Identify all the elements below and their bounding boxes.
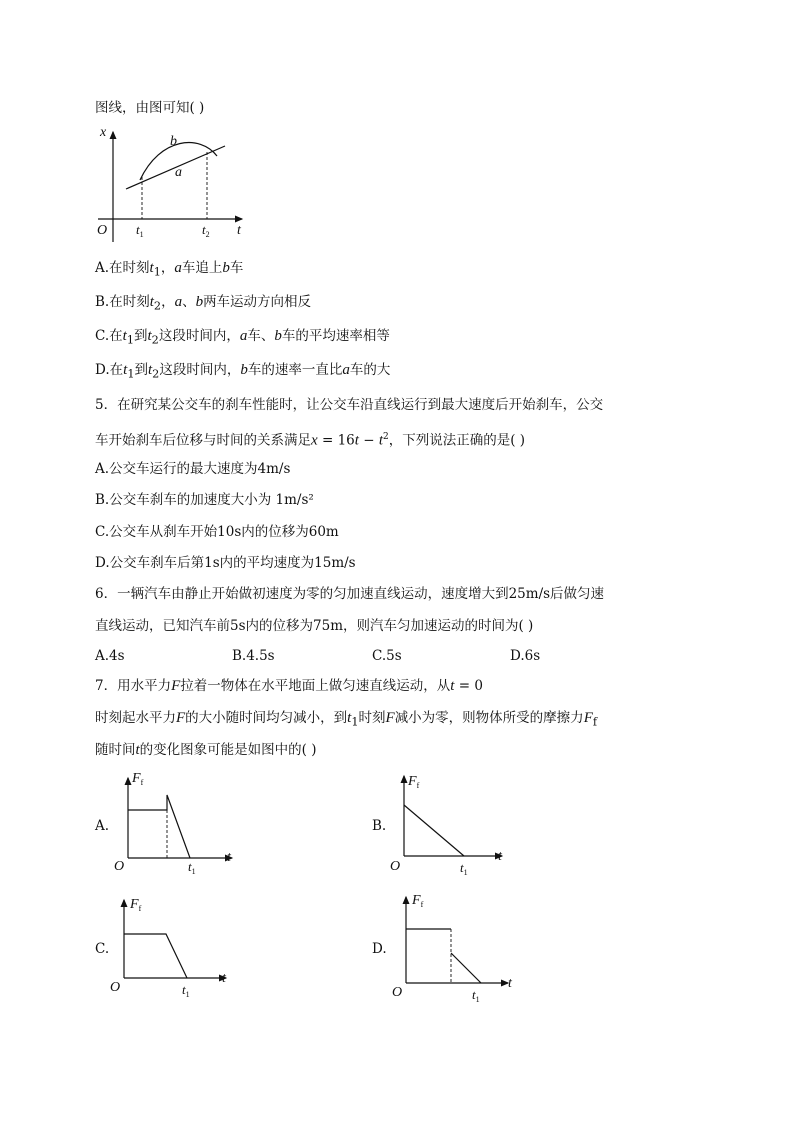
- q4-option-c: C.在$t_1$到$t_2$这段时间内，a车、b车的平均速率相等: [95, 328, 390, 347]
- q7-graph-d-label: D.: [372, 941, 387, 957]
- q7-a-y-label: F: [132, 771, 141, 786]
- q4-tick2-sub: 2: [205, 230, 210, 239]
- q5-option-a: A.公交车运行的最大速度为4m/s: [95, 461, 291, 477]
- svg-text:t1: [472, 987, 480, 1004]
- q7-line1: 7．用水平力F拉着一物体在水平地面上做匀速直线运动，从t = 0: [95, 678, 483, 694]
- svg-text:t1: [182, 982, 190, 999]
- q5-option-c: C.公交车从刹车开始10s内的位移为60m: [95, 524, 339, 540]
- svg-text:t1: [460, 860, 468, 877]
- q5-option-d: D.公交车刹车后第1s内的平均速度为15m/s: [95, 555, 356, 571]
- q4-graph: [90, 122, 260, 247]
- q7-d-tick-sub: 1: [475, 995, 480, 1004]
- q4-label-b: b: [170, 134, 177, 149]
- q4-tick1: t: [136, 222, 140, 237]
- q7-a-tick: t: [188, 859, 192, 874]
- q4-tick2: t: [202, 222, 206, 237]
- q7-c-x-label: t: [222, 971, 226, 986]
- q7-d-origin: O: [392, 985, 403, 1000]
- q4-x-label: t: [237, 223, 241, 238]
- q7-a-x-label: t: [227, 850, 231, 865]
- q7-graph-a: [110, 768, 250, 880]
- q7-d-curve-tail: [451, 953, 481, 983]
- q4-tick1-sub: 1: [139, 230, 144, 239]
- q7-line2: 时刻起水平力F的大小随时间均匀减小，到$t_1$时刻F减小为零，则物体所受的摩擦力$F_f$: [95, 710, 598, 729]
- q6-line2: 直线运动，已知汽车前5s内的位移为75m，则汽车匀加速运动的时间为( ): [95, 618, 534, 634]
- q6-option-a: A.4s: [95, 648, 125, 664]
- q7-b-origin: O: [390, 859, 401, 874]
- q4-label-a: a: [175, 165, 182, 180]
- svg-text:Ff: [131, 771, 144, 787]
- q6-option-d: D.6s: [510, 648, 541, 664]
- q7-b-tick: t: [460, 860, 464, 875]
- q7-a-curve: [128, 795, 190, 858]
- q7-c-origin: O: [110, 980, 121, 995]
- q7-a-origin: O: [114, 859, 125, 874]
- q5-line1: 5．在研究某公交车的刹车性能时，让公交车沿直线运行到最大速度后开始刹车，公交: [95, 397, 604, 413]
- svg-text:Ff: [129, 897, 142, 913]
- q7-graph-a-label: A.: [95, 818, 110, 834]
- svg-text:t1: [136, 222, 144, 239]
- q7-b-y-sub: f: [416, 781, 420, 790]
- q7-line3: 随时间t的变化图象可能是如图中的( ): [95, 742, 317, 758]
- q6-line1: 6．一辆汽车由静止开始做初速度为零的匀加速直线运动，速度增大到25m/s后做匀速: [95, 586, 605, 602]
- svg-text:Ff: [407, 774, 420, 790]
- q7-a-tick-sub: 1: [191, 867, 196, 876]
- q5-option-b: B.公交车刹车的加速度大小为 1m/s²: [95, 492, 314, 508]
- q7-b-x-label: t: [498, 849, 502, 864]
- q7-c-y-label: F: [130, 897, 139, 912]
- q7-b-curve: [404, 805, 464, 856]
- q7-graph-b: [386, 768, 516, 880]
- q5-line2: 车开始刹车后位移与时间的关系满足$x = 16t - t^2$，下列说法正确的是( ): [95, 432, 526, 449]
- q4-y-label: x: [100, 125, 107, 140]
- q7-c-tick-sub: 1: [185, 990, 190, 999]
- q4-option-a: A.在时刻$t_1$，a车追上b车: [95, 260, 244, 279]
- q6-option-c: C.5s: [372, 648, 402, 664]
- q7-d-y-label: F: [412, 893, 421, 908]
- q6-option-b: B.4.5s: [232, 648, 275, 664]
- q7-graph-c-label: C.: [95, 941, 110, 957]
- q7-c-y-sub: f: [138, 904, 142, 913]
- q7-graph-c: [110, 890, 240, 1002]
- q7-graph-d: [390, 887, 525, 1005]
- q7-b-tick-sub: 1: [463, 868, 468, 877]
- q4-origin: O: [97, 223, 108, 238]
- q7-c-curve: [124, 934, 187, 978]
- q4-stem-tail: 图线，由图可知( ): [95, 100, 205, 116]
- q7-d-tick: t: [472, 987, 476, 1002]
- q7-d-y-sub: f: [420, 900, 424, 909]
- q4-option-b: B.在时刻$t_2$，a、b两车运动方向相反: [95, 294, 312, 313]
- svg-text:t2: [202, 222, 210, 239]
- q7-c-tick: t: [182, 982, 186, 997]
- svg-text:Ff: [411, 893, 424, 909]
- q7-d-x-label: t: [508, 976, 512, 991]
- q4-option-d: D.在$t_1$到$t_2$这段时间内，b车的速率一直比a车的大: [95, 362, 391, 381]
- q7-b-y-label: F: [408, 774, 417, 789]
- svg-text:t1: [188, 859, 196, 876]
- q7-a-y-sub: f: [140, 778, 144, 787]
- q7-graph-b-label: B.: [372, 818, 387, 834]
